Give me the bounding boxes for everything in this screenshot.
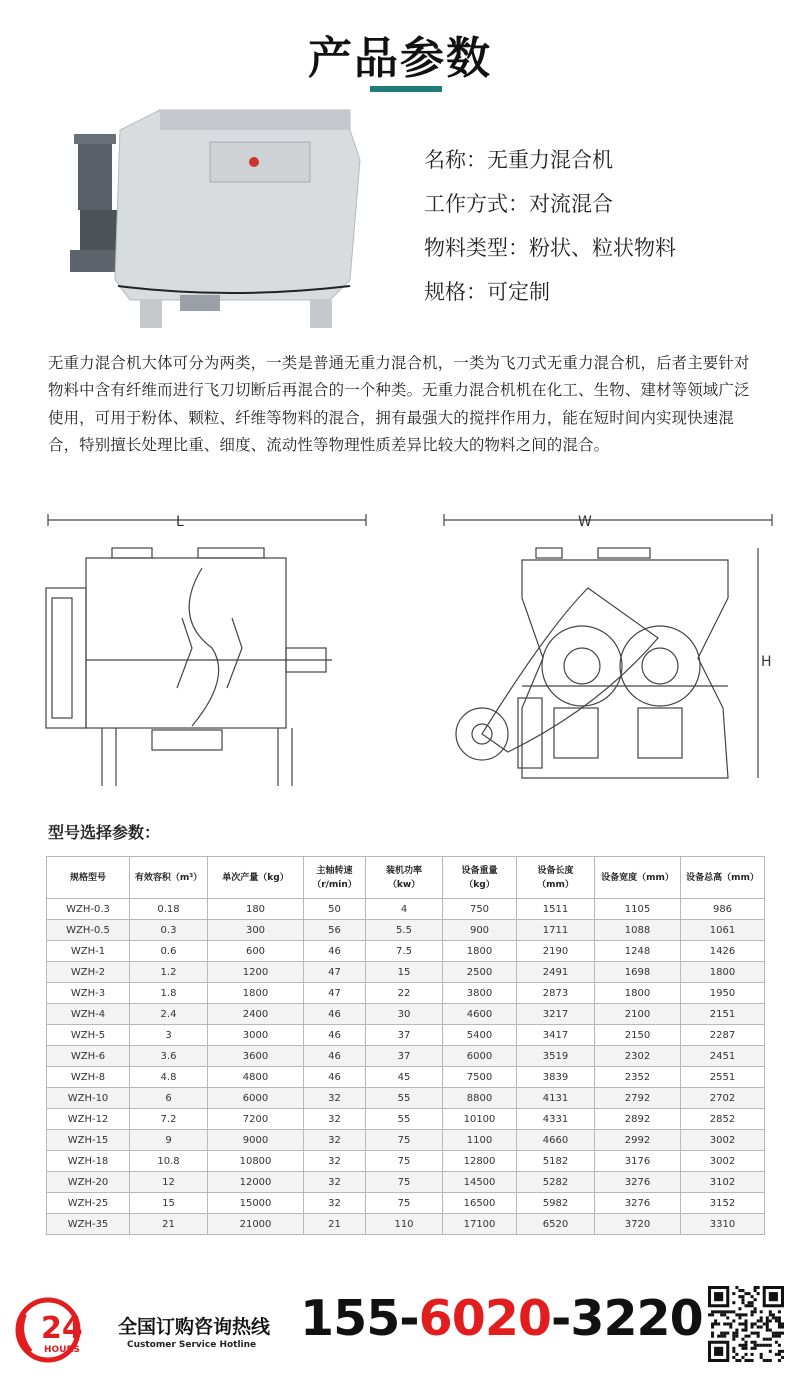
table-cell: WZH-18 (47, 1151, 130, 1172)
product-specs (424, 138, 676, 314)
table-cell: 21 (304, 1214, 366, 1235)
table-cell: 3276 (595, 1172, 681, 1193)
table-cell: 1511 (517, 899, 595, 920)
table-cell: 46 (304, 1004, 366, 1025)
table-cell: 2100 (595, 1004, 681, 1025)
table-cell: 6000 (208, 1088, 304, 1109)
table-cell: WZH-5 (47, 1025, 130, 1046)
table-cell: 12 (130, 1172, 208, 1193)
table-cell: 3.6 (130, 1046, 208, 1067)
table-cell: 5182 (517, 1151, 595, 1172)
table-cell: 2150 (595, 1025, 681, 1046)
table-cell: 12800 (443, 1151, 517, 1172)
table-header-row (47, 857, 765, 899)
table-cell: 3417 (517, 1025, 595, 1046)
table-header-cell: 设备宽度（mm） (595, 857, 681, 899)
table-cell: 46 (304, 1067, 366, 1088)
table-row (47, 1025, 765, 1046)
table-cell: WZH-8 (47, 1067, 130, 1088)
table-cell: 45 (366, 1067, 443, 1088)
table-cell: 1800 (595, 983, 681, 1004)
table-cell: 3800 (443, 983, 517, 1004)
table-cell: 7.5 (366, 941, 443, 962)
table-cell: 0.3 (130, 920, 208, 941)
table-row (47, 1088, 765, 1109)
table-cell: 1800 (443, 941, 517, 962)
table-cell: 46 (304, 1046, 366, 1067)
table-cell: 9000 (208, 1130, 304, 1151)
table-row (47, 1067, 765, 1088)
table-cell: 32 (304, 1109, 366, 1130)
table-cell: 5982 (517, 1193, 595, 1214)
table-cell: 4.8 (130, 1067, 208, 1088)
table-cell: 3839 (517, 1067, 595, 1088)
width-label: W (578, 514, 592, 530)
table-row (47, 941, 765, 962)
table-cell: 986 (681, 899, 765, 920)
table-header-cell: 有效容积（m³） (130, 857, 208, 899)
table-cell: 32 (304, 1193, 366, 1214)
table-cell: 21000 (208, 1214, 304, 1235)
table-cell: 2792 (595, 1088, 681, 1109)
table-cell: 1698 (595, 962, 681, 983)
table-cell: 2702 (681, 1088, 765, 1109)
hotline-label-en: Customer Service Hotline (127, 1340, 257, 1350)
table-row (47, 1109, 765, 1130)
hotline-label-cn: 全国订购咨询热线 (118, 1316, 271, 1338)
table-cell: 56 (304, 920, 366, 941)
table-row (47, 1046, 765, 1067)
length-label: L (176, 514, 184, 530)
table-cell: 2551 (681, 1067, 765, 1088)
table-cell: 15 (130, 1193, 208, 1214)
table-row (47, 899, 765, 920)
table-cell: 47 (304, 983, 366, 1004)
table-cell: 10.8 (130, 1151, 208, 1172)
table-cell: 32 (304, 1130, 366, 1151)
table-cell: 2190 (517, 941, 595, 962)
table-row (47, 983, 765, 1004)
table-cell: 7200 (208, 1109, 304, 1130)
table-cell: 1950 (681, 983, 765, 1004)
table-cell: 2352 (595, 1067, 681, 1088)
table-row (47, 1214, 765, 1235)
table-header-cell: 设备重量 （kg） (443, 857, 517, 899)
spec-size: 规格：可定制 (424, 280, 550, 304)
table-cell: 1711 (517, 920, 595, 941)
table-cell: 2852 (681, 1109, 765, 1130)
table-cell: 3 (130, 1025, 208, 1046)
table-cell: 300 (208, 920, 304, 941)
selection-title: 型号选择参数： (48, 823, 161, 842)
phone-number[interactable] (300, 1290, 703, 1347)
page-title: 产品参数 (308, 33, 492, 84)
table-cell: 37 (366, 1046, 443, 1067)
table-cell: WZH-25 (47, 1193, 130, 1214)
table-cell: WZH-4 (47, 1004, 130, 1025)
table-cell: 2.4 (130, 1004, 208, 1025)
table-cell: 1426 (681, 941, 765, 962)
table-cell: 37 (366, 1025, 443, 1046)
table-cell: 47 (304, 962, 366, 983)
table-cell: 75 (366, 1193, 443, 1214)
table-cell: WZH-2 (47, 962, 130, 983)
table-cell: 1.8 (130, 983, 208, 1004)
table-row (47, 1193, 765, 1214)
table-cell: WZH-20 (47, 1172, 130, 1193)
table-cell: 1100 (443, 1130, 517, 1151)
24-hours-logo (14, 1294, 96, 1364)
table-cell: 6 (130, 1088, 208, 1109)
table-cell: 2451 (681, 1046, 765, 1067)
table-cell: 7.2 (130, 1109, 208, 1130)
mixer-machine-image (60, 100, 390, 340)
table-cell: WZH-0.5 (47, 920, 130, 941)
table-cell: 1800 (681, 962, 765, 983)
table-cell: 7500 (443, 1067, 517, 1088)
table-cell: 900 (443, 920, 517, 941)
table-cell: 15000 (208, 1193, 304, 1214)
selection-table (46, 856, 765, 1235)
spec-working-mode: 工作方式：对流混合 (424, 192, 613, 216)
table-header-cell: 单次产量（kg） (208, 857, 304, 899)
table-cell: 6520 (517, 1214, 595, 1235)
table-cell: 180 (208, 899, 304, 920)
table-cell: 4660 (517, 1130, 595, 1151)
table-row (47, 1004, 765, 1025)
table-cell: 3002 (681, 1130, 765, 1151)
table-cell: 4 (366, 899, 443, 920)
table-cell: 3176 (595, 1151, 681, 1172)
spec-material-type: 物料类型：粉状、粒状物料 (424, 236, 676, 260)
table-row (47, 1151, 765, 1172)
table-cell: 3720 (595, 1214, 681, 1235)
table-cell: 3000 (208, 1025, 304, 1046)
table-cell: 2151 (681, 1004, 765, 1025)
table-row (47, 962, 765, 983)
phone-part-1: 155- (300, 1290, 419, 1347)
table-cell: WZH-12 (47, 1109, 130, 1130)
phone-part-2: 6020 (418, 1290, 552, 1347)
table-cell: 3276 (595, 1193, 681, 1214)
table-cell: 9 (130, 1130, 208, 1151)
table-cell: WZH-6 (47, 1046, 130, 1067)
logo-text: HOURS (44, 1345, 80, 1355)
table-cell: 75 (366, 1172, 443, 1193)
table-header-cell: 规格型号 (47, 857, 130, 899)
table-cell: 32 (304, 1172, 366, 1193)
table-cell: 22 (366, 983, 443, 1004)
table-cell: 1.2 (130, 962, 208, 983)
table-cell: 1800 (208, 983, 304, 1004)
table-cell: 1200 (208, 962, 304, 983)
table-cell: 17100 (443, 1214, 517, 1235)
footer (0, 1280, 800, 1380)
table-cell: 75 (366, 1130, 443, 1151)
front-view-drawing (42, 508, 372, 792)
table-cell: WZH-15 (47, 1130, 130, 1151)
table-header-cell: 主轴转速 （r/min） (304, 857, 366, 899)
table-header-cell: 设备长度 （mm） (517, 857, 595, 899)
table-cell: 3217 (517, 1004, 595, 1025)
table-cell: 2500 (443, 962, 517, 983)
table-cell: 5400 (443, 1025, 517, 1046)
table-cell: 3310 (681, 1214, 765, 1235)
table-cell: 6000 (443, 1046, 517, 1067)
table-cell: 1088 (595, 920, 681, 941)
table-cell: 2287 (681, 1025, 765, 1046)
table-cell: 75 (366, 1151, 443, 1172)
table-cell: 5282 (517, 1172, 595, 1193)
table-cell: 30 (366, 1004, 443, 1025)
table-cell: 0.6 (130, 941, 208, 962)
table-cell: 14500 (443, 1172, 517, 1193)
table-cell: 0.18 (130, 899, 208, 920)
table-cell: 5.5 (366, 920, 443, 941)
table-cell: 12000 (208, 1172, 304, 1193)
table-cell: 55 (366, 1088, 443, 1109)
spec-name: 名称：无重力混合机 (424, 148, 613, 172)
table-cell: 8800 (443, 1088, 517, 1109)
table-cell: 4131 (517, 1088, 595, 1109)
table-cell: 2491 (517, 962, 595, 983)
table-cell: 1061 (681, 920, 765, 941)
table-cell: 4331 (517, 1109, 595, 1130)
table-cell: 3152 (681, 1193, 765, 1214)
table-cell: 2302 (595, 1046, 681, 1067)
table-row (47, 920, 765, 941)
table-cell: 32 (304, 1151, 366, 1172)
table-cell: WZH-1 (47, 941, 130, 962)
table-cell: 3600 (208, 1046, 304, 1067)
table-cell: 50 (304, 899, 366, 920)
table-header-cell: 设备总高（mm） (681, 857, 765, 899)
table-cell: WZH-35 (47, 1214, 130, 1235)
table-row (47, 1172, 765, 1193)
height-label: H (761, 654, 772, 670)
table-cell: 110 (366, 1214, 443, 1235)
table-cell: 2892 (595, 1109, 681, 1130)
table-cell: 1248 (595, 941, 681, 962)
table-body (47, 899, 765, 1235)
table-cell: 15 (366, 962, 443, 983)
table-cell: 600 (208, 941, 304, 962)
table-cell: 32 (304, 1088, 366, 1109)
table-cell: 46 (304, 941, 366, 962)
table-cell: 750 (443, 899, 517, 920)
table-cell: 1105 (595, 899, 681, 920)
table-row (47, 1130, 765, 1151)
table-cell: 2400 (208, 1004, 304, 1025)
phone-part-3: -3220 (551, 1290, 703, 1347)
table-cell: 3519 (517, 1046, 595, 1067)
table-cell: WZH-3 (47, 983, 130, 1004)
table-cell: 16500 (443, 1193, 517, 1214)
table-cell: 21 (130, 1214, 208, 1235)
product-description: 无重力混合机大体可分为两类，一类是普通无重力混合机，一类为飞刀式无重力混合机，后者主要针对物料中含有纤维而进行飞刀切断后再混合的一个种类。无重力混合机机在化工、生物、建材等领域广泛使用，可用于粉体、颗粒、纤维等物料的混合，拥有最强大的搅拌作用力，能在短时间内实现快速混合，特别擅长处理比重、细度、流动性等物理性质差异比较大的物料之间的混合。 (48, 354, 750, 455)
table-cell: 3002 (681, 1151, 765, 1172)
table-cell: 46 (304, 1025, 366, 1046)
table-cell: 2992 (595, 1130, 681, 1151)
table-header-cell: 装机功率 （kw） (366, 857, 443, 899)
table-cell: 10800 (208, 1151, 304, 1172)
table-cell: WZH-10 (47, 1088, 130, 1109)
table-cell: 4600 (443, 1004, 517, 1025)
table-cell: 55 (366, 1109, 443, 1130)
table-cell: WZH-0.3 (47, 899, 130, 920)
qr-code[interactable] (708, 1286, 784, 1362)
side-view-drawing (438, 508, 778, 792)
selection-table-wrapper (46, 856, 764, 1235)
table-cell: 2873 (517, 983, 595, 1004)
title-underline (370, 86, 442, 92)
table-cell: 3102 (681, 1172, 765, 1193)
table-cell: 10100 (443, 1109, 517, 1130)
logo-number: 24 (41, 1311, 83, 1346)
table-cell: 4800 (208, 1067, 304, 1088)
